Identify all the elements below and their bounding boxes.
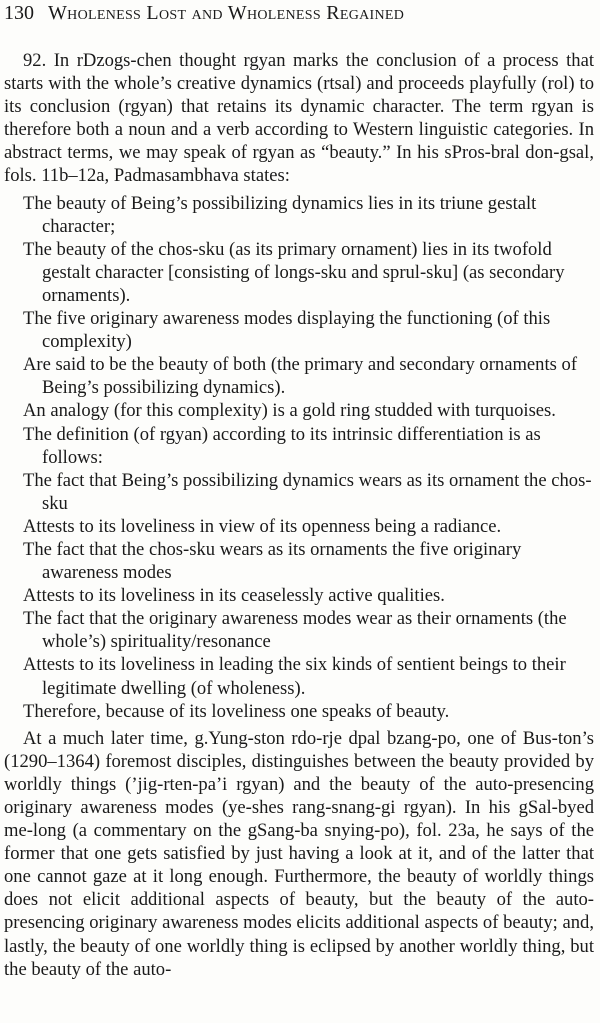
verse-line: Are said to be the beauty of both (the primary and secondary ornaments of Being’s possibilizing dynamics). <box>23 354 578 399</box>
running-title: Wholeness Lost and Wholeness Regained <box>48 2 405 24</box>
verse-line: Attests to its loveliness in view of its openness being a radiance. <box>23 515 502 537</box>
verse-line: The fact that Being’s possibilizing dynamics wears as its ornament the chos-sku <box>23 469 592 514</box>
body-paragraph: At a much later time, g.Yung-ston rdo-rje dpal bzang-po, one of Bus-ton’s (1290–1364) foremost disciples, distinguishes between the beauty provided by worldly things (’jig-rten-pa’i rgyan) and the beauty of the auto-presencing originary awareness modes (ye-shes rang-snang-gi rgyan). In his gSal-byed me-long (a commentary on the gSang-ba snying-po), fol. 23a, he says of the former that one gets satisfied by just having a look at it, and of the latter that one cannot gaze at it long enough. Furthermore, the beauty of worldly things does not elicit additional aspects of beauty, but the beauty of the auto-presencing originary awareness modes elicits additional aspects of beauty; and, lastly, the beauty of one worldly thing is eclipsed by another worldly thing, but the beauty of the auto- <box>4 727 594 980</box>
verse-line: Attests to its loveliness in its ceaselessly active qualities. <box>23 585 445 607</box>
page-number: 130 <box>4 2 34 24</box>
running-head <box>4 2 594 32</box>
verse-line: The fact that the chos-sku wears as its ornaments the five originary awareness modes <box>23 538 522 584</box>
verse-line: The definition (of rgyan) according to its intrinsic differentiation is as follows: <box>23 423 541 468</box>
note-paragraph: 92. In rDzogs-chen thought rgyan marks the conclusion of a process that starts with the whole’s creative dynamics (rtsal) and proceeds playfully (rol) to its conclusion (rgyan) that retains its dynamic character. The term rgyan is therefore both a noun and a verb according to Western linguistic categories. In abstract terms, we may speak of rgyan as “beauty.” In his sPros-bral don-gsal, fols. 11b–12a, Padmasambhava states: <box>4 50 594 187</box>
verse-line: An analogy (for this complexity) is a gold ring studded with turquoises. <box>23 400 556 422</box>
verse-line: The fact that the originary awareness modes wear as their ornaments (the whole’s) spirituality/resonance <box>23 608 567 653</box>
page-body <box>4 49 594 981</box>
quoted-verse <box>4 192 594 723</box>
verse-line: The beauty of the chos-sku (as its primary ornament) lies in its twofold gestalt character [consisting of longs-sku and sprul-sku] (as secondary ornaments). <box>23 238 565 306</box>
verse-line: Attests to its loveliness in leading the six kinds of sentient beings to their legitimate dwelling (of wholeness). <box>23 654 566 699</box>
verse-line: Therefore, because of its loveliness one speaks of beauty. <box>23 700 450 722</box>
verse-line: The five originary awareness modes displaying the functioning (of this complexity) <box>23 308 551 353</box>
verse-line: The beauty of Being’s possibilizing dynamics lies in its triune gestalt character; <box>23 192 537 237</box>
